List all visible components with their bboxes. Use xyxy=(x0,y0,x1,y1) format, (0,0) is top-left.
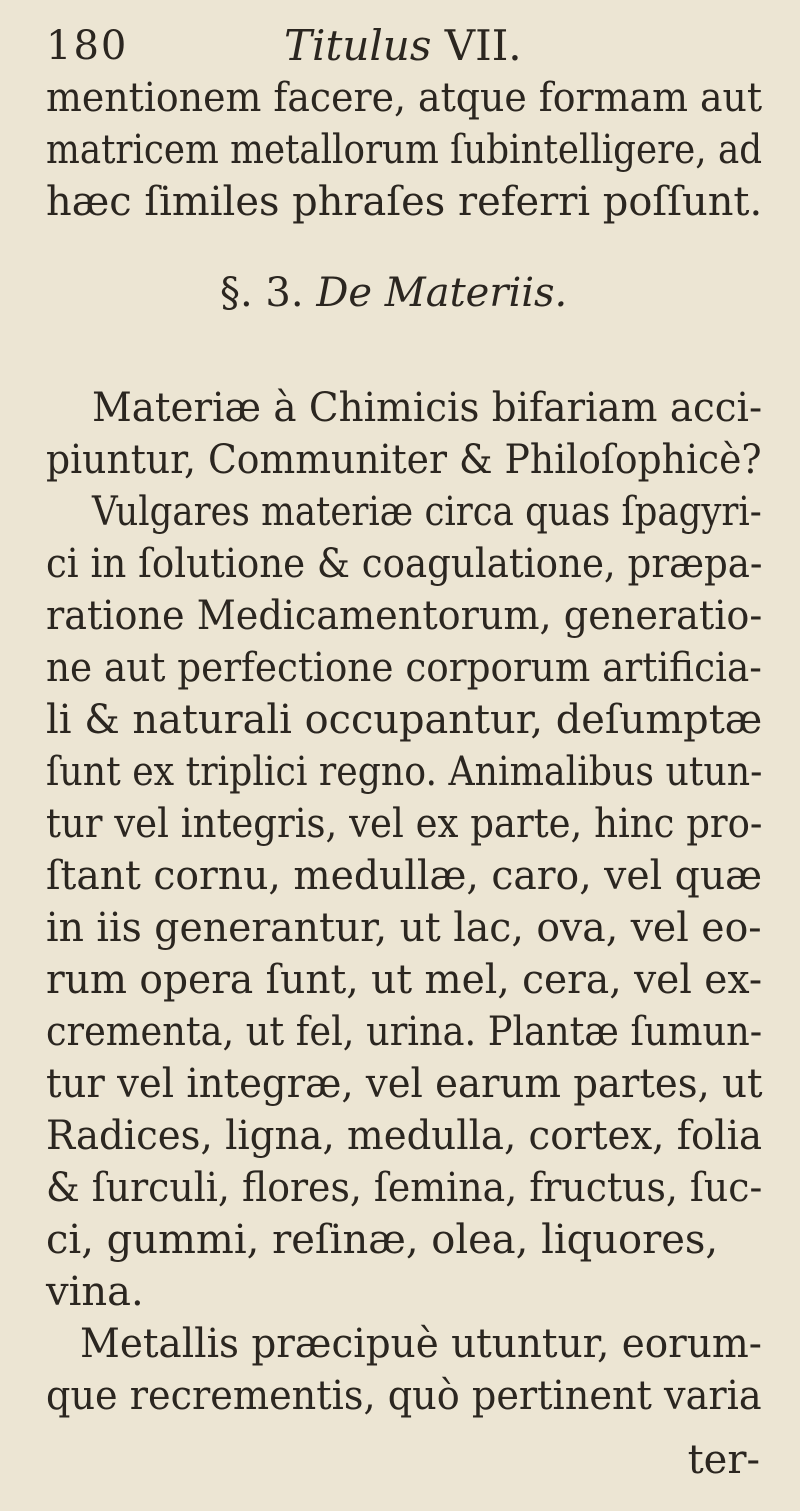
text-line: Radices, ligna, medulla, cortex, folia xyxy=(46,1113,763,1159)
text-line: Materiæ à Chimicis bifariam acci- xyxy=(92,385,763,431)
text-line: tur vel integræ, vel earum partes, ut xyxy=(46,1061,763,1107)
text-line: ſtant cornu, medullæ, caro, vel quæ xyxy=(46,853,763,899)
text-line: ſunt ex triplici regno. Animalibus utun- xyxy=(46,749,763,795)
catchword: ter- xyxy=(687,1437,760,1483)
section-title: De Materiis. xyxy=(316,270,568,316)
text-line: Metallis præcipuè utuntur, eorum- xyxy=(80,1321,762,1367)
text-line: ci, gummi, reſinæ, olea, liquores, xyxy=(46,1217,719,1263)
text-line: tur vel integris, vel ex parte, hinc pro- xyxy=(46,801,763,847)
text-line: in iis generantur, ut lac, ova, vel eo- xyxy=(46,905,762,951)
section-heading xyxy=(220,265,567,321)
text-line: ci in ſolutione & coagulatione, præpa- xyxy=(46,541,763,587)
text-line: mentionem facere, atque formam aut xyxy=(46,75,763,121)
running-title-numeral: VII. xyxy=(444,21,522,70)
text-line: li & naturali occupantur, deſumptæ xyxy=(46,697,763,743)
text-line: Vulgares materiæ circa quas ſpagyri- xyxy=(92,489,762,535)
text-line: hæc ſimiles phraſes referri poſſunt. xyxy=(46,179,763,225)
text-line: & ſurculi, flores, ſemina, fructus, ſuc- xyxy=(46,1165,763,1211)
page-header xyxy=(46,18,746,78)
text-line: ne aut perfectione corporum artificia- xyxy=(46,645,762,691)
text-line: crementa, ut fel, urina. Plantæ ſumun- xyxy=(46,1009,763,1055)
section-number: §. 3. xyxy=(220,270,304,316)
page-number: 180 xyxy=(46,23,129,69)
text-line: que recrementis, quò pertinent varia xyxy=(46,1373,762,1419)
text-line: piuntur, Communiter & Philoſophicè? xyxy=(46,437,762,483)
text-line: vina. xyxy=(46,1269,144,1315)
text-line: ratione Medicamentorum, generatio- xyxy=(46,593,763,639)
text-line: matricem metallorum ſubintelligere, ad xyxy=(46,127,763,173)
running-title-word: Titulus xyxy=(284,21,432,70)
running-title xyxy=(284,18,522,74)
text-line: rum opera ſunt, ut mel, cera, vel ex- xyxy=(46,957,763,1003)
